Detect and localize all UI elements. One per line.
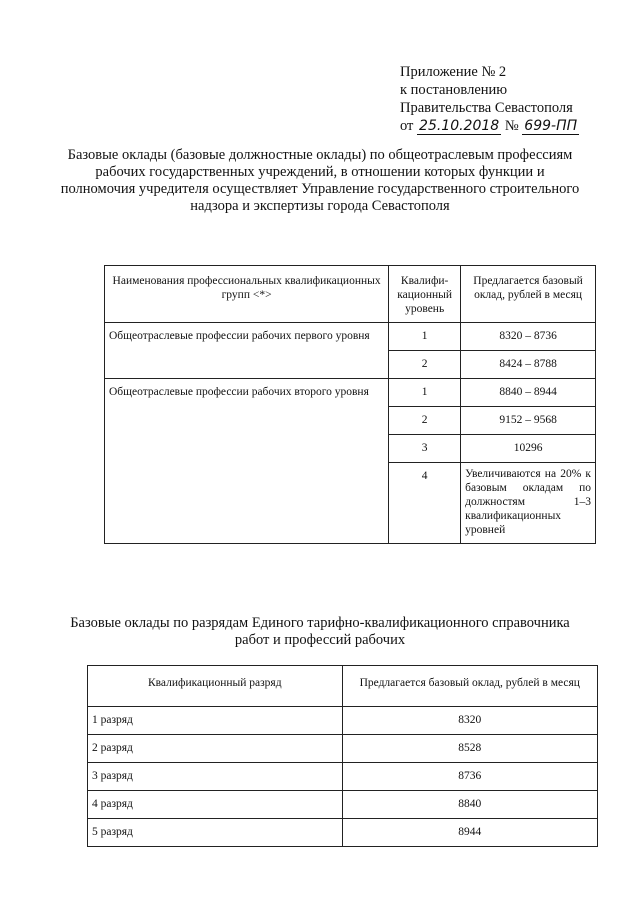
number-prefix: № — [504, 118, 519, 134]
salary-cell: 8424 – 8788 — [461, 351, 596, 379]
salary-cell: 8320 – 8736 — [461, 323, 596, 351]
salary-cell: 9152 – 9568 — [461, 407, 596, 435]
header-grade: Квалификационный разряд — [88, 666, 343, 707]
table-row — [88, 735, 598, 763]
grade-cell: 3 разряд — [88, 763, 343, 791]
header-salary: Предлагается базовый оклад, рублей в месяц — [342, 666, 597, 707]
group-name: Общеотраслевые профессии рабочих первого уровня — [105, 323, 389, 379]
table-row — [88, 707, 598, 735]
salary-cell: 8840 — [342, 791, 597, 819]
professions-table — [104, 265, 596, 544]
level-cell: 2 — [389, 351, 461, 379]
table-header-row — [105, 266, 596, 323]
annex-line2: к постановлению — [400, 82, 508, 98]
level-cell: 1 — [389, 379, 461, 407]
salary-cell: 10296 — [461, 435, 596, 463]
table-row — [88, 763, 598, 791]
annex-header — [400, 63, 579, 135]
grade-cell: 5 разряд — [88, 819, 343, 847]
annex-date-line — [400, 117, 579, 135]
from-prefix: от — [400, 118, 414, 134]
level-cell: 1 — [389, 323, 461, 351]
grade-cell: 1 разряд — [88, 707, 343, 735]
level-cell: 3 — [389, 435, 461, 463]
table-header-row — [88, 666, 598, 707]
grade-cell: 4 разряд — [88, 791, 343, 819]
salary-cell: 8528 — [342, 735, 597, 763]
table1-title: Базовые оклады (базовые должностные оклады) по общеотраслевым профессиям рабочих государственных учреждений, в отношении которых функции и полномочия учредителя осуществляет Управление государственного строительного надзора и экспертизы города Севастополя — [60, 147, 580, 214]
salary-cell: 8944 — [342, 819, 597, 847]
table-row — [105, 323, 596, 351]
table-row — [105, 379, 596, 407]
header-group-name: Наименования профессиональных квалификационных групп <*> — [105, 266, 389, 323]
table2-title: Базовые оклады по разрядам Единого тарифно-квалификационного справочника работ и профессий рабочих — [70, 615, 570, 648]
table-row — [88, 791, 598, 819]
table-row — [88, 819, 598, 847]
salary-cell: 8320 — [342, 707, 597, 735]
grades-table — [87, 665, 598, 847]
salary-cell: 8840 – 8944 — [461, 379, 596, 407]
level-cell: 2 — [389, 407, 461, 435]
salary-cell: Увеличиваются на 20% к базовым окладам по должностям 1–3 квалификационных уровней — [461, 463, 596, 544]
annex-line3: Правительства Севастополя — [400, 100, 573, 116]
level-cell: 4 — [389, 463, 461, 544]
handwritten-date: 25.10.2018 — [419, 118, 500, 134]
group-name: Общеотраслевые профессии рабочих второго уровня — [105, 379, 389, 544]
header-level: Квалифи-кационный уровень — [389, 266, 461, 323]
salary-cell: 8736 — [342, 763, 597, 791]
annex-line1: Приложение № 2 — [400, 64, 507, 80]
handwritten-number: 699-ПП — [524, 118, 578, 134]
header-salary: Предлагается базовый оклад, рублей в месяц — [461, 266, 596, 323]
grade-cell: 2 разряд — [88, 735, 343, 763]
